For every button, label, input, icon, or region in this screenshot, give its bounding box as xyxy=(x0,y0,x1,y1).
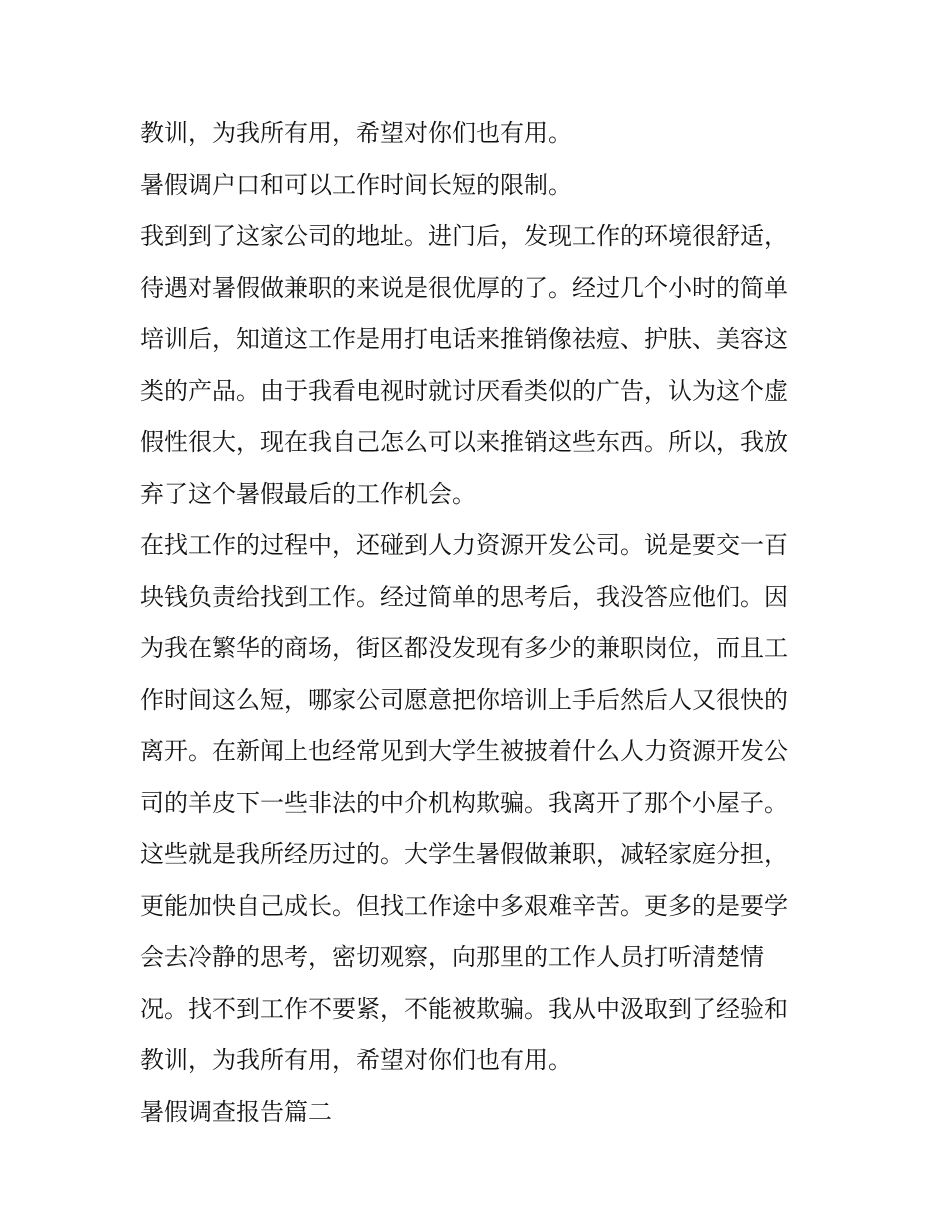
text-line: 况。找不到工作不要紧，不能被欺骗。我从中汲取到了经验和 xyxy=(140,994,788,1023)
text-line: 司的羊皮下一些非法的中介机构欺骗。我离开了那个小屋子。 xyxy=(140,788,788,817)
text-line: 会去冷静的思考，密切观察，向那里的工作人员打听清楚情 xyxy=(140,943,764,971)
text-line: 在找工作的过程中，还碰到人力资源开发公司。说是要交一百 xyxy=(140,531,788,559)
text-line: 培训后，知道这工作是用打电话来推销像祛痘、护肤、美容这 xyxy=(140,325,788,353)
text-line: 待遇对暑假做兼职的来说是很优厚的了。经过几个小时的简单 xyxy=(140,273,788,302)
text-line: 我到到了这家公司的地址。进门后，发现工作的环境很舒适， xyxy=(140,222,788,250)
text-line: 离开。在新闻上也经常见到大学生被披着什么人力资源开发公 xyxy=(140,737,788,765)
text-line: 作时间这么短，哪家公司愿意把你培训上手后然后人又很快的 xyxy=(140,685,788,714)
text-line: 为我在繁华的商场，街区都没发现有多少的兼职岗位，而且工 xyxy=(140,634,788,662)
section-heading: 暑假调查报告篇二 xyxy=(140,1097,332,1126)
text-line: 弃了这个暑假最后的工作机会。 xyxy=(140,479,476,508)
text-line: 教训，为我所有用，希望对你们也有用。 xyxy=(140,119,572,147)
text-line: 假性很大，现在我自己怎么可以来推销这些东西。所以，我放 xyxy=(140,428,788,456)
text-line: 这些就是我所经历过的。大学生暑假做兼职，减轻家庭分担， xyxy=(140,840,788,868)
text-line: 类的产品。由于我看电视时就讨厌看类似的广告，认为这个虚 xyxy=(140,376,788,405)
text-line: 更能加快自己成长。但找工作途中多艰难辛苦。更多的是要学 xyxy=(140,891,788,920)
text-line: 块钱负责给找到工作。经过简单的思考后，我没答应他们。因 xyxy=(140,582,788,611)
text-line: 教训，为我所有用，希望对你们也有用。 xyxy=(140,1046,572,1074)
document-page xyxy=(140,108,812,1138)
text-line: 暑假调户口和可以工作时间长短的限制。 xyxy=(140,170,572,199)
